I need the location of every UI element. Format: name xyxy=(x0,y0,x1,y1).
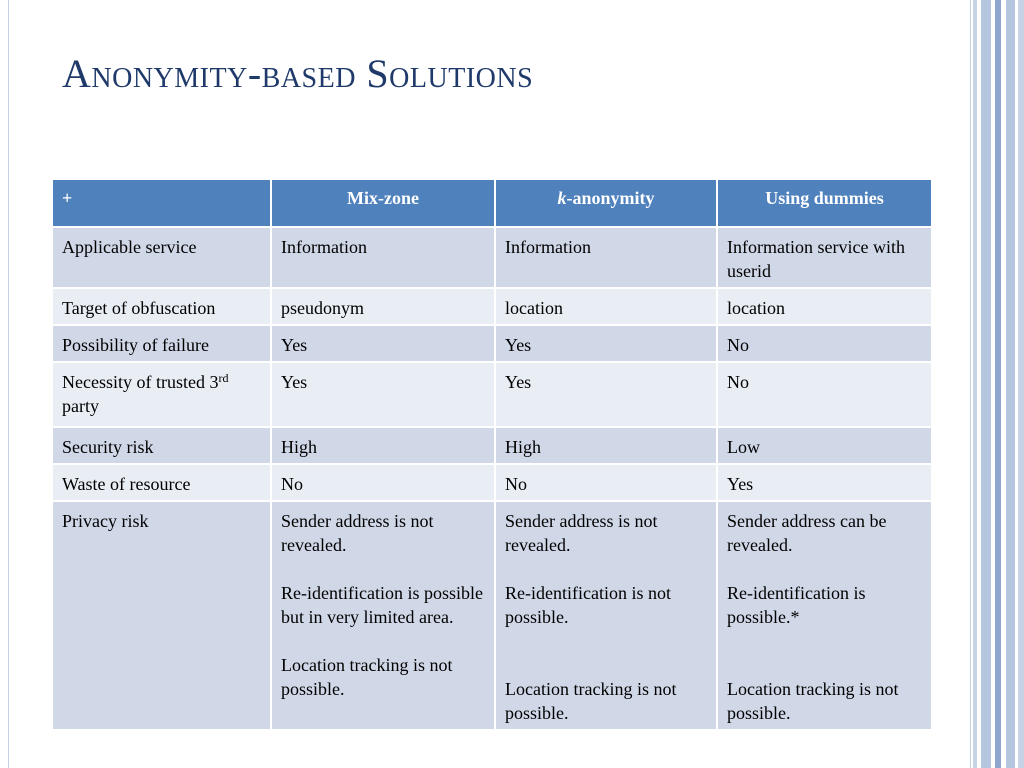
table-row xyxy=(52,464,932,501)
table-cell: No xyxy=(271,464,495,501)
table-cell: Yes xyxy=(271,362,495,427)
comparison-table xyxy=(51,178,933,731)
table-row xyxy=(52,427,932,464)
cell-paragraph: Sender address can be revealed. xyxy=(727,511,887,555)
table-cell xyxy=(717,501,932,730)
table-row xyxy=(52,325,932,362)
table-cell: No xyxy=(495,464,717,501)
table-cell: No xyxy=(717,325,932,362)
table-cell: No xyxy=(717,362,932,427)
table-row xyxy=(52,288,932,325)
row-label-text-end: party xyxy=(62,396,99,416)
cell-paragraph: Re-identification is possible.* xyxy=(727,583,866,627)
ordinal-superscript: rd xyxy=(218,371,229,385)
header-k-rest: -anonymity xyxy=(566,188,655,208)
row-label xyxy=(52,362,271,427)
table-cell: Low xyxy=(717,427,932,464)
header-corner: + xyxy=(52,179,271,227)
row-label: Applicable service xyxy=(52,227,271,288)
table-cell: High xyxy=(495,427,717,464)
table-cell: location xyxy=(495,288,717,325)
table-row xyxy=(52,362,932,427)
cell-paragraph: Sender address is not revealed. xyxy=(505,511,658,555)
table-cell xyxy=(271,501,495,730)
row-label: Security risk xyxy=(52,427,271,464)
row-label: Privacy risk xyxy=(52,501,271,730)
table-header-row xyxy=(52,179,932,227)
table-cell: Yes xyxy=(717,464,932,501)
table-cell: Information xyxy=(271,227,495,288)
row-label-text: Necessity of trusted 3 xyxy=(62,372,219,392)
cell-paragraph: Location tracking is not possible. xyxy=(281,655,453,699)
table-cell: Yes xyxy=(495,362,717,427)
table-cell: Yes xyxy=(495,325,717,362)
row-label: Possibility of failure xyxy=(52,325,271,362)
header-k-letter: k xyxy=(557,188,567,208)
slide-title: Anonymity-based Solutions xyxy=(62,51,534,96)
cell-paragraph: Location tracking is not possible. xyxy=(727,679,899,723)
header-using-dummies: Using dummies xyxy=(717,179,932,227)
row-label: Waste of resource xyxy=(52,464,271,501)
table-cell: Information service with userid xyxy=(717,227,932,288)
table-cell: High xyxy=(271,427,495,464)
table-row xyxy=(52,501,932,730)
cell-paragraph: Location tracking is not possible. xyxy=(505,679,677,723)
decorative-stripes xyxy=(971,0,1024,768)
header-k-anonymity xyxy=(495,179,717,227)
cell-paragraph: Re-identification is possible but in very limited area. xyxy=(281,583,483,627)
cell-paragraph: Sender address is not revealed. xyxy=(281,511,434,555)
row-label: Target of obfuscation xyxy=(52,288,271,325)
table-cell: Information xyxy=(495,227,717,288)
table-cell: location xyxy=(717,288,932,325)
cell-paragraph: Re-identification is not possible. xyxy=(505,583,671,627)
table-row xyxy=(52,227,932,288)
table-cell: Yes xyxy=(271,325,495,362)
table-cell: pseudonym xyxy=(271,288,495,325)
header-mix-zone: Mix-zone xyxy=(271,179,495,227)
table-cell xyxy=(495,501,717,730)
